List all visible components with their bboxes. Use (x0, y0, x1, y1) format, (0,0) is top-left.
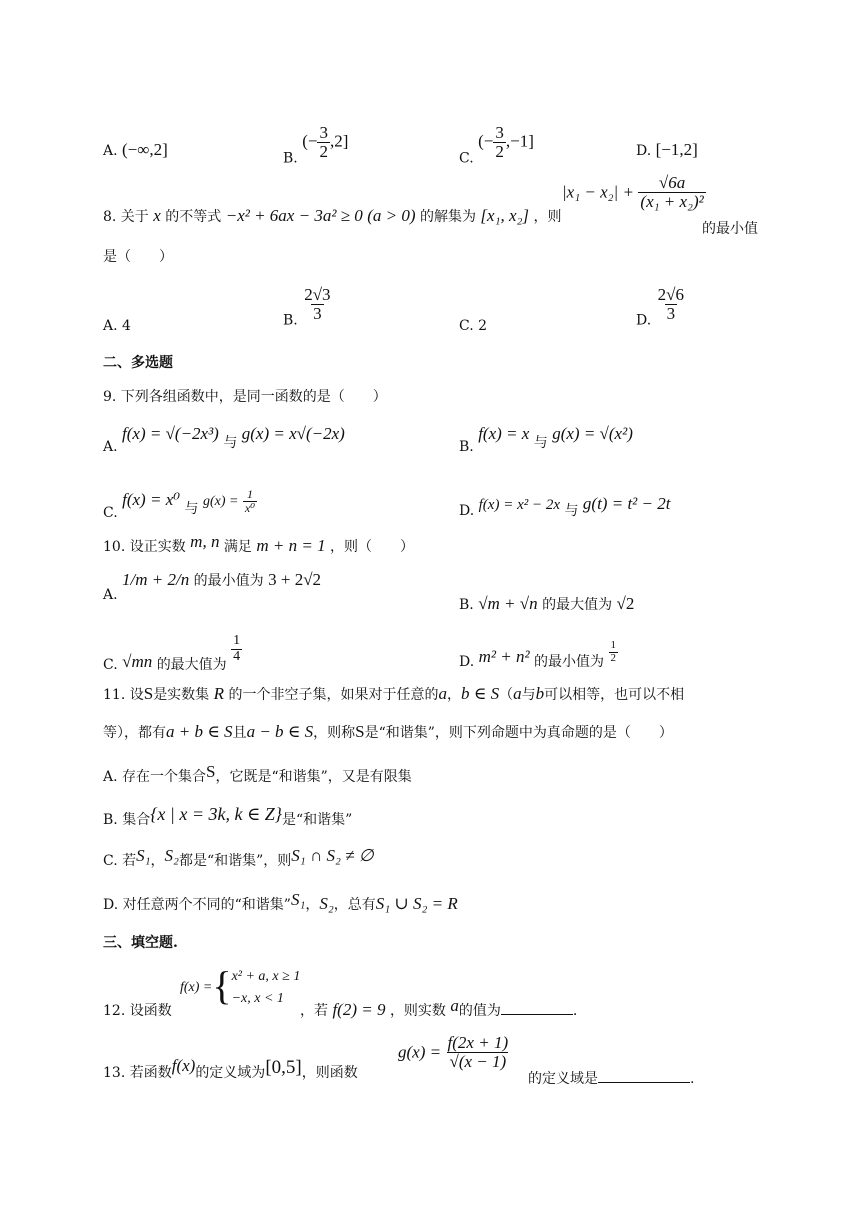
punctuation: ， (150, 853, 165, 869)
q8-option-d (636, 286, 686, 328)
option-label: C. (103, 657, 118, 674)
fraction (656, 286, 686, 323)
q11-option-c (103, 846, 374, 870)
math-vars: m, n (190, 532, 220, 551)
option-label: B. (283, 312, 298, 329)
function-g: g(x) = (202, 494, 239, 510)
connector: 与 (223, 435, 238, 451)
stem-text: 的解集为 (419, 209, 476, 225)
math-var: a (450, 996, 459, 1015)
math-var: x (153, 206, 161, 225)
q9-option-a (103, 424, 345, 455)
q9-stem: 9. 下列各组函数中，是同一函数的是（ ） (103, 389, 387, 405)
denominator: 4 (233, 648, 241, 664)
option-value: 3 + 2√2 (268, 570, 322, 589)
option-label: D. (459, 654, 475, 671)
stem-text: 是实数集 (153, 687, 210, 703)
function-g: g(t) = t² − 2t (582, 494, 671, 513)
stem-text: 且 (232, 725, 247, 741)
stem-text: ，则称 (313, 725, 356, 741)
numerator: 1 (233, 633, 241, 648)
stem-text: 的一个非空子集，如果对于任意的 (228, 687, 439, 703)
q8-stem-tail: 的最小值 (702, 221, 758, 237)
option-prefix: (− (478, 131, 494, 151)
option-label: A. (103, 587, 118, 603)
q12-piecewise (180, 963, 301, 1010)
option-value: (−∞,2] (122, 140, 168, 159)
question-number: 10. 设正实数 (103, 539, 186, 555)
section-heading-multiple-choice: 二、多选题 (103, 355, 173, 371)
option-value: √2 (616, 594, 635, 613)
fraction (243, 488, 257, 514)
option-value: [−1,2] (655, 140, 698, 159)
condition: m + n = 1 (256, 536, 326, 555)
option-text: B. 集合 (103, 812, 151, 828)
case-2: −x, x < 1 (231, 991, 284, 1006)
fraction (638, 174, 705, 211)
stem-text: ，则 (533, 209, 562, 225)
option-label: D. (459, 503, 475, 519)
q7-option-d (636, 140, 698, 160)
q8-option-c: C. 2 (459, 318, 488, 334)
option-text: ，总有 (333, 897, 376, 913)
abs-term: |x₁ − x₂| + (562, 182, 634, 202)
math-var: a (513, 684, 522, 703)
punctuation: . (690, 1071, 695, 1087)
fraction (317, 124, 330, 161)
membership: a − b ∈ S (246, 722, 314, 741)
option-text: ，它既是“和谐集”，又是有限集 (215, 769, 412, 785)
denominator: 2 (610, 651, 616, 664)
numerator: 1 (610, 639, 616, 651)
numerator: 2√3 (304, 285, 331, 304)
option-suffix: ,−1] (505, 131, 534, 151)
answer-blank[interactable] (598, 1082, 690, 1083)
function-name: f(x) (171, 1056, 196, 1075)
fraction (493, 124, 506, 161)
section-heading-fill-in: 三、填空题. (103, 935, 178, 951)
math-var: S₁ (290, 890, 306, 909)
denominator: 3 (313, 303, 322, 323)
punctuation: ， (446, 687, 461, 703)
denominator: (x₁ + x₂)² (640, 191, 704, 211)
option-text: 的最小值为 (534, 654, 605, 671)
option-text: 是“和谐集” (282, 812, 353, 828)
numerator: √6a (658, 173, 686, 192)
option-label: A. (103, 143, 118, 159)
stem-text: 的不等式 (165, 209, 222, 225)
q10-option-d (459, 640, 618, 671)
case-1: x² + a, x ≥ 1 (231, 969, 301, 984)
stem-text: ，若 (300, 1003, 328, 1019)
q10-stem (103, 532, 414, 556)
numerator: f(2x + 1) (447, 1033, 509, 1052)
denominator: x⁰ (244, 500, 256, 515)
numerator: 1 (246, 487, 253, 501)
connector: 与 (184, 501, 199, 518)
option-label: B. (459, 597, 474, 613)
q11-option-d (103, 890, 458, 914)
function-f: f(x) = x² − 2x (478, 497, 561, 513)
option-text: 都是“和谐集”，则 (178, 853, 292, 869)
left-brace: { (212, 963, 232, 1008)
stem-text: 的定义域为 (195, 1065, 266, 1081)
math-var: b (535, 684, 545, 703)
q11-option-b (103, 804, 352, 829)
fraction (446, 1034, 511, 1071)
interval: [x₁, x₂] (480, 206, 530, 225)
function-f: f(x) = √(−2x³) (122, 424, 219, 443)
option-label: B. (459, 439, 474, 455)
q10-option-b (459, 594, 634, 614)
numerator: 3 (319, 123, 328, 142)
expression: √m + √n (478, 594, 538, 613)
set-builder: {x | x = 3k, k ∈ Z} (150, 804, 282, 824)
q13-tail (528, 1068, 694, 1088)
math-var: S₂ (319, 894, 334, 913)
math-var: S (355, 722, 365, 741)
numerator: 2√6 (657, 285, 684, 304)
q8-expression (562, 174, 706, 211)
q12-lead: 12. 设函数 (103, 1003, 172, 1019)
numerator: 3 (495, 123, 504, 142)
set-expression: S₁ ∩ S₂ ≠ ∅ (291, 846, 374, 865)
punctuation: ， (305, 897, 320, 913)
stem-text: 可以相等，也可以不相 (544, 687, 685, 703)
option-prefix: (− (302, 131, 318, 151)
connector: 与 (533, 435, 548, 451)
q9-option-b (459, 424, 633, 455)
stem-text: 与 (521, 687, 536, 703)
q8-stem (103, 206, 562, 226)
q11-option-a (103, 762, 412, 786)
q8-option-b (283, 286, 333, 328)
stem-text: ，则实数 (389, 1003, 446, 1019)
fraction (609, 640, 619, 664)
math-var: S (206, 762, 216, 781)
condition: (a > 0) (367, 206, 416, 225)
math-var: S₂ (164, 846, 179, 865)
option-label: D. (636, 312, 652, 329)
denominator: 2 (319, 141, 328, 161)
q8-stem-tail2: 是（ ） (103, 249, 173, 265)
q13-g-function (398, 1034, 510, 1071)
stem-text: ，则函数 (301, 1065, 358, 1081)
connector: 与 (564, 503, 579, 519)
math-var: R (213, 684, 225, 703)
math-var: a (438, 684, 447, 703)
q10-option-c (103, 634, 242, 674)
membership: b ∈ S (460, 684, 500, 703)
option-text: 的最小值为 (193, 573, 264, 589)
membership: a + b ∈ S (166, 722, 233, 741)
denominator: 3 (666, 303, 676, 323)
stem-text: ，则（ ） (330, 539, 415, 555)
option-text: 的最大值为 (542, 597, 613, 613)
function-g: g(x) = √(x²) (552, 424, 633, 443)
function-f: f(x) = x⁰ (122, 490, 181, 510)
stem-text: 等），都有 (103, 725, 166, 741)
q10-option-a (103, 570, 321, 603)
fraction (302, 286, 332, 323)
function-f: f(x) = x (478, 424, 530, 443)
set-expression: S₁ ∪ S₂ = R (375, 894, 458, 913)
q11-stem-line1 (103, 684, 684, 704)
denominator: √(x − 1) (449, 1051, 507, 1071)
option-text: A. 存在一个集合 (103, 769, 207, 785)
punctuation: . (572, 1003, 578, 1019)
stem-text: 是“和谐集”，则下列命题中为真命题的是（ ） (364, 725, 673, 741)
expression: √mn (122, 652, 153, 672)
stem-text: 满足 (223, 539, 252, 555)
condition: f(2) = 9 (332, 1000, 386, 1019)
piecewise-cases (232, 966, 301, 1010)
function-g: g(x) = x√(−2x) (241, 424, 345, 443)
q8-option-a: A. 4 (103, 318, 131, 334)
option-text: 的最大值为 (156, 657, 227, 674)
expression: 1/m + 2/n (122, 570, 190, 589)
option-label: D. (636, 143, 652, 159)
math-var: S₁ (136, 846, 151, 865)
option-label: C. (459, 150, 474, 167)
question-number: 8. 关于 (103, 209, 149, 225)
function-name: f(x) = (180, 980, 213, 995)
question-number: 13. 若函数 (103, 1065, 172, 1081)
inequality: −x² + 6ax − 3a² ≥ 0 (225, 206, 363, 225)
math-var: S (143, 684, 154, 703)
function-name: g(x) = (398, 1042, 442, 1062)
q7-option-b (283, 124, 348, 166)
question-number: 11. 设 (103, 687, 144, 703)
q13-stem (103, 1056, 358, 1082)
option-suffix: ,2] (329, 131, 349, 151)
stem-text: 的定义域是 (528, 1071, 598, 1087)
answer-blank[interactable] (501, 1014, 573, 1015)
option-text: D. 对任意两个不同的“和谐集” (103, 897, 291, 913)
q7-option-c (459, 124, 534, 166)
stem-text: （ (499, 687, 514, 703)
stem-text: 的值为 (458, 1003, 501, 1019)
denominator: 2 (495, 141, 504, 161)
q9-option-d (459, 494, 670, 520)
q7-option-a (103, 140, 168, 160)
fraction (231, 634, 242, 664)
q11-stem-line2 (103, 722, 673, 742)
option-label: A. (103, 439, 118, 455)
expression: m² + n² (478, 647, 530, 667)
q12-stem (300, 996, 577, 1020)
option-label: B. (283, 150, 298, 167)
q9-option-c (103, 488, 257, 521)
domain: [0,5] (265, 1057, 302, 1078)
option-label: C. (103, 505, 118, 522)
option-text: C. 若 (103, 853, 137, 869)
